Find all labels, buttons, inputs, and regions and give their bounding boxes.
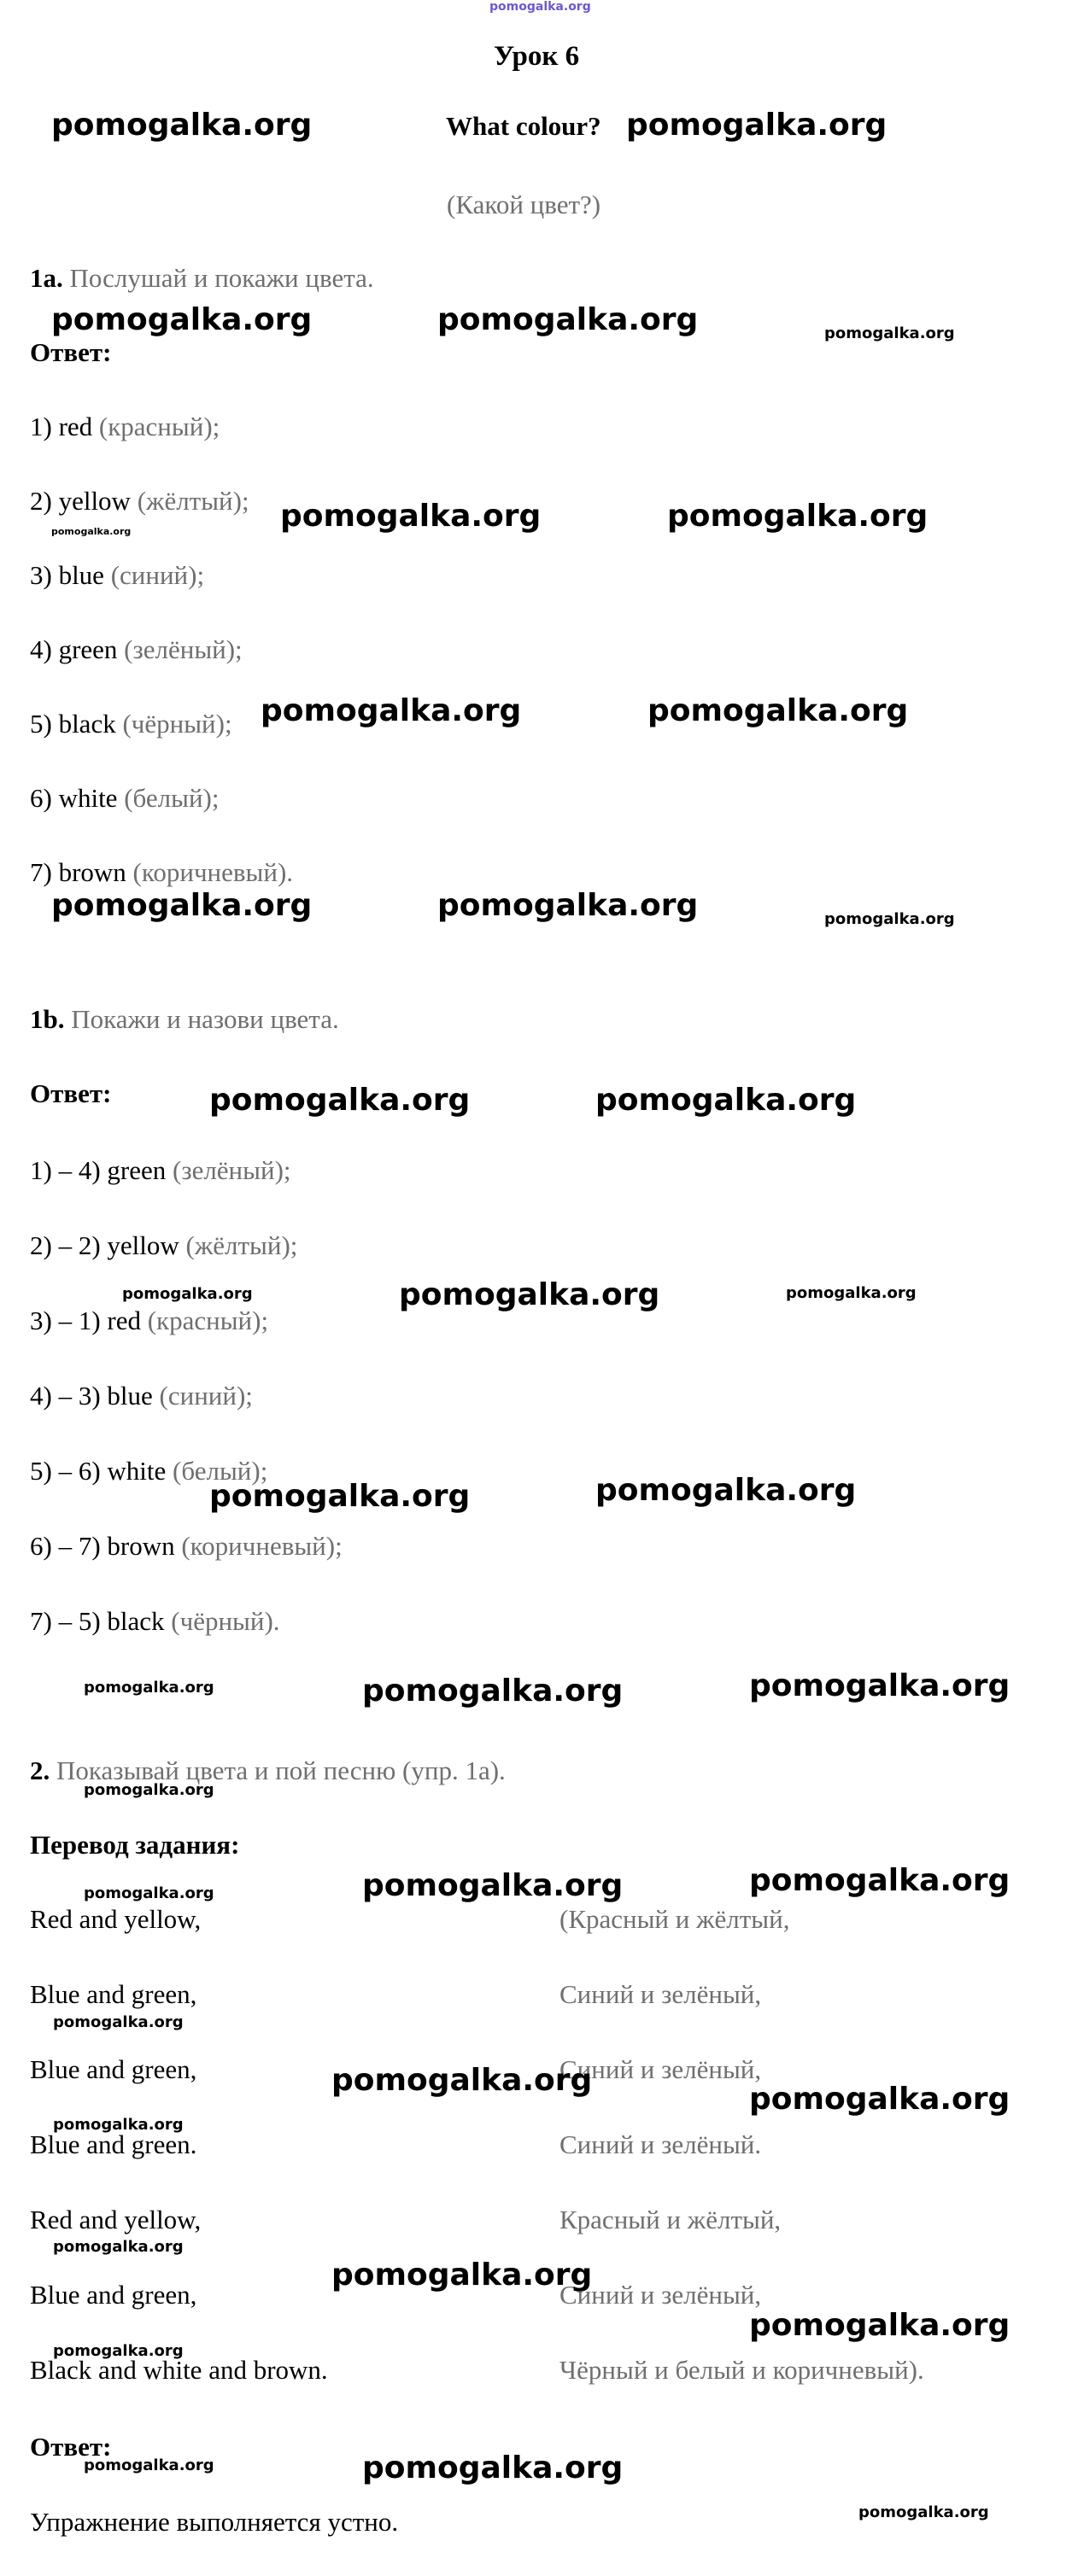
- list-item: [30, 1155, 291, 1186]
- watermark: pomogalka.org: [53, 2013, 184, 2031]
- item-ru: (красный);: [147, 1306, 269, 1335]
- song-line-ru: Синий и зелёный,: [559, 2280, 762, 2310]
- item-en: 6) white: [30, 783, 118, 813]
- watermark: pomogalka.org: [595, 1473, 857, 1508]
- list-item: [30, 1306, 268, 1336]
- ex2-number: 2.: [30, 1755, 50, 1785]
- watermark: pomogalka.org: [84, 2456, 214, 2474]
- watermark: pomogalka.org: [261, 693, 522, 728]
- item-en: 5) – 6) white: [30, 1456, 167, 1486]
- item-en: 2) – 2) yellow: [30, 1230, 179, 1260]
- list-item: [30, 783, 219, 814]
- watermark: pomogalka.org: [362, 1868, 624, 1903]
- item-en: 4) green: [30, 634, 118, 664]
- watermark: pomogalka.org: [626, 108, 887, 143]
- list-item: [30, 412, 220, 442]
- watermark: pomogalka.org: [595, 1083, 857, 1118]
- watermark: pomogalka.org: [51, 888, 313, 923]
- list-item: [30, 560, 204, 591]
- list-item: [30, 1606, 280, 1637]
- item-ru: (синий);: [159, 1381, 253, 1411]
- song-line-en: Blue and green,: [30, 1979, 197, 2009]
- item-ru: (белый);: [124, 783, 220, 813]
- item-ru: (белый);: [173, 1456, 268, 1486]
- item-ru: (чёрный);: [122, 709, 232, 739]
- ex1a-number: 1a.: [30, 263, 63, 293]
- item-ru: (зелёный);: [124, 634, 243, 664]
- watermark: pomogalka.org: [209, 1083, 471, 1118]
- watermark: pomogalka.org: [53, 2116, 184, 2134]
- watermark: pomogalka.org: [51, 526, 132, 537]
- page-subtitle: (Какой цвет?): [447, 190, 601, 219]
- song-line-ru: Чёрный и белый и коричневый).: [559, 2355, 924, 2385]
- watermark: pomogalka.org: [51, 302, 313, 337]
- ex1b-number: 1b.: [30, 1004, 65, 1034]
- list-item: [30, 1230, 297, 1261]
- ex1a-answer-label: Ответ:: [30, 337, 112, 367]
- song-line-en: Red and yellow,: [30, 1904, 202, 1934]
- item-ru: (жёлтый);: [137, 486, 249, 516]
- page-title: What colour?: [446, 111, 601, 141]
- ex1b-heading: [30, 1004, 339, 1035]
- list-item: [30, 1531, 343, 1562]
- song-line-en: Blue and green,: [30, 2054, 197, 2084]
- top-site-link[interactable]: pomogalka.org: [489, 0, 591, 14]
- watermark: pomogalka.org: [331, 2258, 593, 2293]
- item-en: 3) blue: [30, 560, 104, 590]
- ex1a-instruction: Послушай и покажи цвета.: [69, 263, 374, 293]
- watermark: pomogalka.org: [280, 499, 542, 534]
- watermark: pomogalka.org: [362, 1674, 624, 1709]
- watermark: pomogalka.org: [786, 1284, 917, 1302]
- watermark: pomogalka.org: [667, 499, 928, 534]
- song-line-ru: Синий и зелёный.: [559, 2129, 762, 2159]
- watermark: pomogalka.org: [84, 1781, 214, 1799]
- watermark: pomogalka.org: [749, 1863, 1010, 1898]
- ex1b-instruction: Покажи и назови цвета.: [71, 1004, 339, 1034]
- item-ru: (чёрный).: [171, 1606, 280, 1636]
- watermark: pomogalka.org: [122, 1285, 253, 1303]
- watermark: pomogalka.org: [362, 2450, 624, 2485]
- ex2-answer-label: Ответ:: [30, 2432, 112, 2462]
- song-line-ru: Красный и жёлтый,: [559, 2205, 782, 2234]
- item-ru: (красный);: [98, 412, 220, 441]
- item-ru: (жёлтый);: [185, 1230, 298, 1260]
- item-en: 6) – 7) brown: [30, 1531, 175, 1561]
- list-item: [30, 709, 232, 739]
- song-line-en: Blue and green,: [30, 2280, 197, 2310]
- ex2-translation-label: Перевод задания:: [30, 1830, 240, 1860]
- item-en: 2) yellow: [30, 486, 131, 516]
- watermark: pomogalka.org: [209, 1479, 471, 1514]
- watermark: pomogalka.org: [824, 910, 955, 928]
- item-en: 1) red: [30, 412, 93, 441]
- ex1a-heading: [30, 263, 374, 294]
- item-en: 4) – 3) blue: [30, 1381, 153, 1411]
- item-en: 7) – 5) black: [30, 1606, 165, 1636]
- song-line-ru: Синий и зелёный,: [559, 2054, 762, 2084]
- list-item: [30, 634, 243, 665]
- list-item: [30, 1381, 253, 1411]
- item-en: 3) – 1) red: [30, 1306, 141, 1335]
- watermark: pomogalka.org: [84, 1884, 214, 1902]
- watermark: pomogalka.org: [53, 2342, 184, 2360]
- song-line-ru: (Красный и жёлтый,: [559, 1904, 790, 1934]
- ex2-answer-text: Упражнение выполняется устно.: [30, 2507, 399, 2537]
- song-line-en: Black and white and brown.: [30, 2355, 328, 2385]
- watermark: pomogalka.org: [51, 108, 313, 143]
- watermark: pomogalka.org: [331, 2063, 593, 2098]
- item-en: 5) black: [30, 709, 116, 739]
- ex1b-answer-label: Ответ:: [30, 1078, 112, 1108]
- song-line-ru: Синий и зелёный,: [559, 1979, 762, 2009]
- item-en: 7) brown: [30, 857, 126, 887]
- ex2-instruction: Показывай цвета и пой песню (упр. 1a).: [56, 1755, 506, 1785]
- watermark: pomogalka.org: [749, 1668, 1010, 1703]
- item-ru: (коричневый);: [181, 1531, 343, 1561]
- watermark: pomogalka.org: [437, 302, 699, 337]
- item-ru: (коричневый).: [132, 857, 294, 887]
- item-ru: (зелёный);: [173, 1155, 291, 1185]
- watermark: pomogalka.org: [84, 1679, 214, 1697]
- watermark: pomogalka.org: [749, 2308, 1010, 2343]
- watermark: pomogalka.org: [824, 324, 955, 342]
- list-item: [30, 857, 293, 888]
- lesson-heading: Урок 6: [494, 41, 580, 72]
- watermark: pomogalka.org: [53, 2238, 184, 2256]
- song-line-en: Blue and green.: [30, 2129, 197, 2159]
- item-ru: (синий);: [110, 560, 205, 590]
- watermark: pomogalka.org: [858, 2503, 989, 2521]
- watermark: pomogalka.org: [437, 888, 699, 923]
- item-en: 1) – 4) green: [30, 1155, 167, 1185]
- watermark: pomogalka.org: [399, 1277, 660, 1312]
- list-item: [30, 486, 249, 517]
- watermark: pomogalka.org: [749, 2082, 1010, 2117]
- watermark: pomogalka.org: [647, 693, 909, 728]
- song-line-en: Red and yellow,: [30, 2205, 202, 2234]
